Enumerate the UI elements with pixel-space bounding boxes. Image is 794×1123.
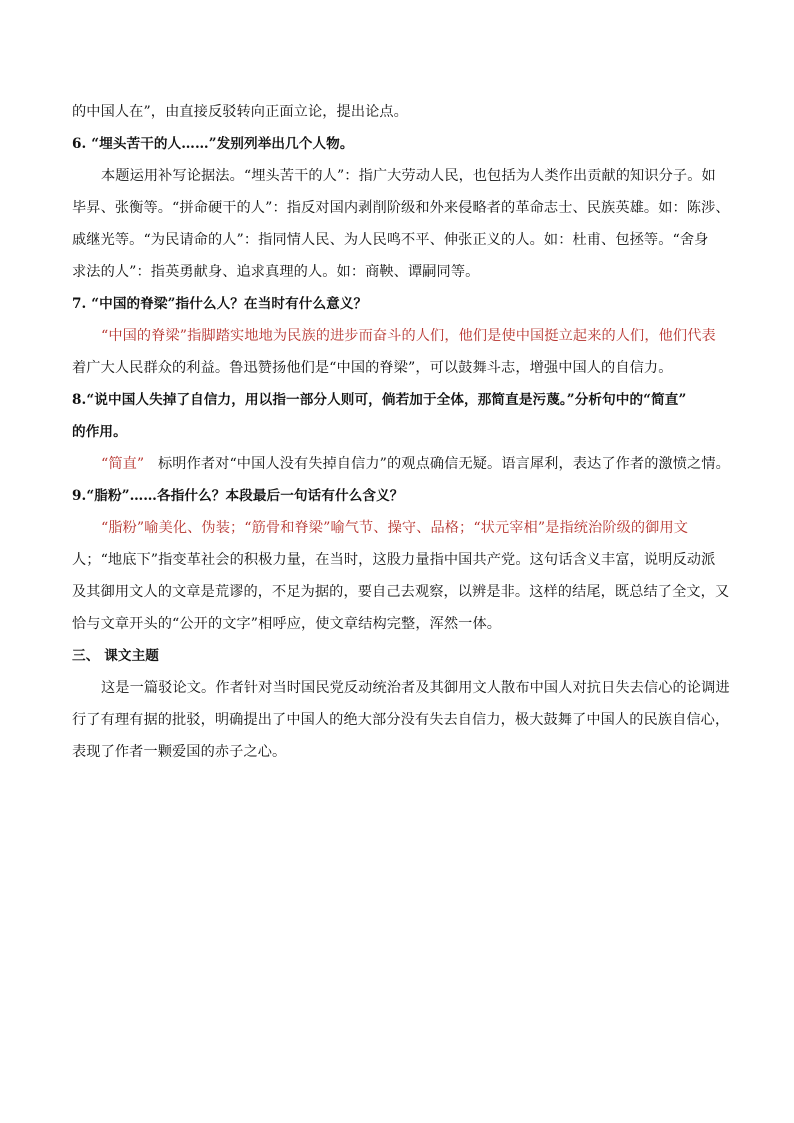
- paragraph-line: 着广大人民群众的利益。鲁迅赞扬他们是“中国的脊梁”，可以鼓舞斗志，增强中国人的自信力。: [72, 360, 673, 376]
- answer-line: “脂粉”喻美化、伪装；“筋骨和脊梁”喻气节、操守、品格；“状元宰相”是指统治阶级的御用文: [101, 520, 689, 536]
- paragraph-line: 求法的人”：指英勇献身、追求真理的人。如：商鞅、谭嗣同等。: [72, 264, 480, 280]
- question-6-heading: 6. “埋头苦干的人……”发别列举出几个人物。: [72, 136, 354, 152]
- section-heading: 三、 课文主题: [72, 648, 159, 664]
- answer-line: “中国的脊梁”指脚踏实地地为民族的进步而奋斗的人们，他们是使中国挺立起来的人们，他们代表: [101, 328, 716, 344]
- paragraph-line: 恰与文章开头的“公开的文字”相呼应，使文章结构完整，浑然一体。: [72, 616, 502, 632]
- answer-keyword: “简直”: [101, 456, 145, 472]
- paragraph-line: 本题运用补写论据法。“埋头苦干的人”：指广大劳动人民，也包括为人类作出贡献的知识分子。如: [101, 168, 716, 184]
- question-9-heading: 9.“脂粉”……各指什么？本段最后一句话有什么含义？: [72, 488, 404, 504]
- question-8-heading-cont: 的作用。: [72, 424, 127, 440]
- paragraph-line: 人；“地底下”指变革社会的积极力量，在当时，这股力量指中国共产党。这句话含义丰富，说明反动派: [72, 552, 716, 568]
- paragraph-line: 行了有理有据的批驳，明确提出了中国人的绝大部分没有失去自信力，极大鼓舞了中国人的民族自信心，: [72, 712, 730, 728]
- paragraph-line: 表现了作者一颗爱国的赤子之心。: [72, 744, 287, 760]
- paragraph-line: 这是一篇驳论文。作者针对当时国民党反动统治者及其御用文人散布中国人对抗日失去信心的论调进: [101, 680, 730, 696]
- question-7-heading: 7. “中国的脊梁”指什么人？在当时有什么意义？: [72, 296, 368, 312]
- paragraph-line: 标明作者对“中国人没有失掉自信力”的观点确信无疑。语言犀利，表达了作者的激愤之情。: [158, 456, 730, 472]
- paragraph-line: 及其御用文人的文章是荒谬的，不足为据的，要自己去观察，以辨是非。这样的结尾，既总结了全文，又: [72, 584, 730, 600]
- paragraph-line: 毕昇、张衡等。“拼命硬干的人”：指反对国内剥削阶级和外来侵略者的革命志士、民族英雄。如：陈涉、: [72, 200, 730, 216]
- paragraph-line: 戚继光等。“为民请命的人”：指同情人民、为人民鸣不平、伸张正义的人。如：杜甫、包拯等。“舍身: [72, 232, 709, 248]
- paragraph-line: 的中国人在”，由直接反驳转向正面立论，提出论点。: [72, 104, 408, 120]
- question-8-heading: 8.“说中国人失掉了自信力，用以指一部分人则可，倘若加于全体，那简直是污蔑。”分析句中的“简直”: [72, 392, 687, 408]
